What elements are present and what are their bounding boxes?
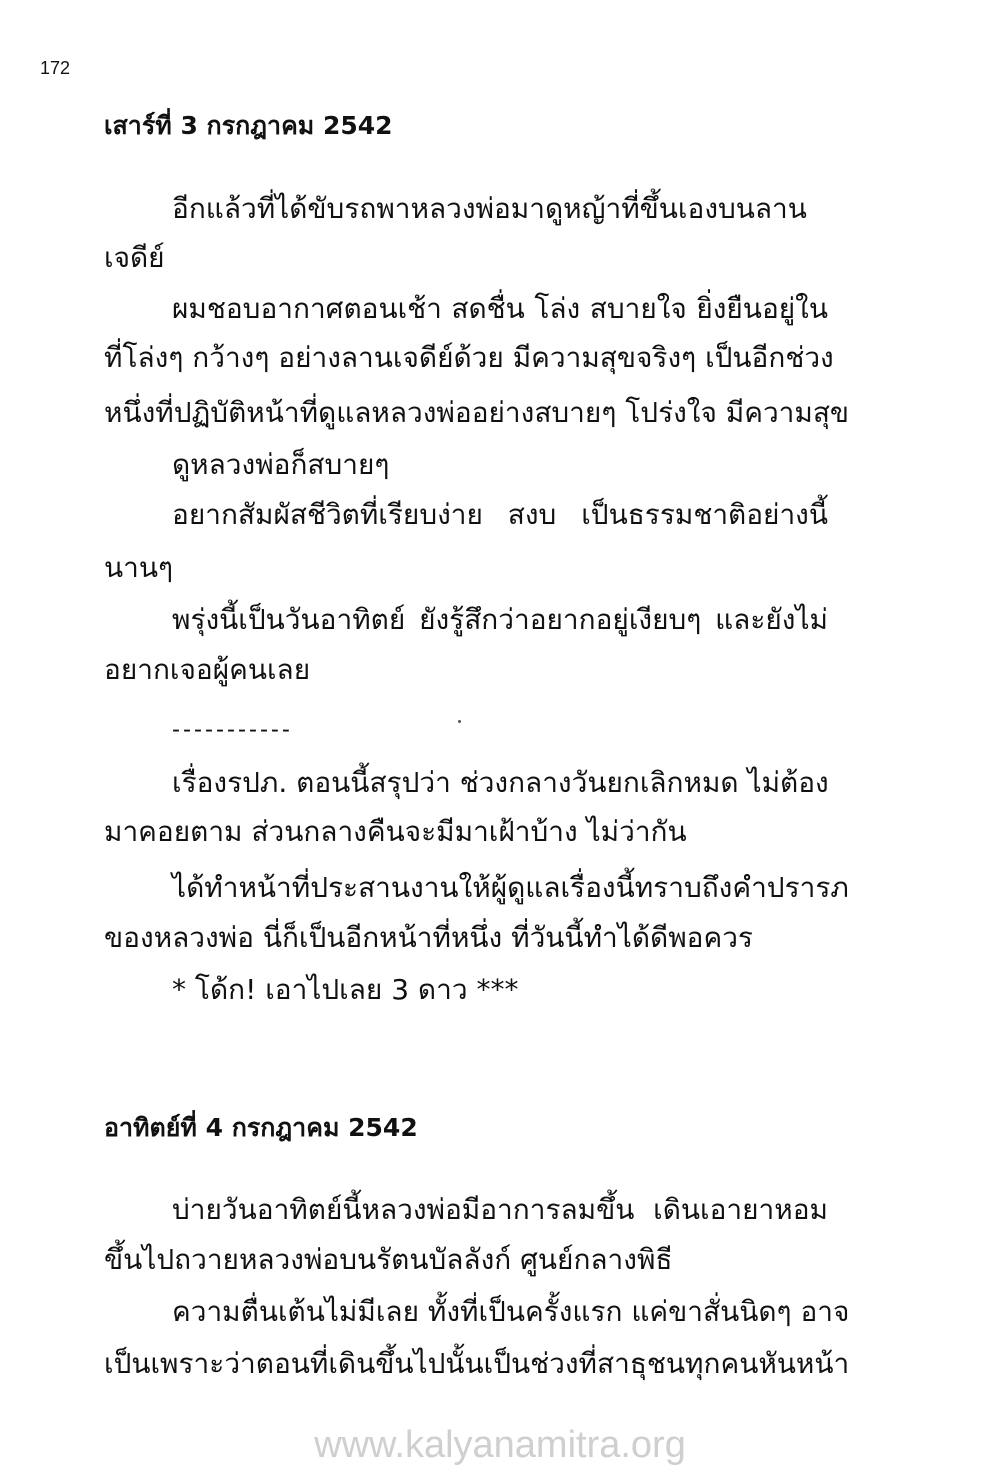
section-heading-sunday: อาทิตย์ที่ 4 กรกฎาคม 2542 bbox=[104, 1113, 418, 1142]
paragraph-line: เรื่องรปภ. ตอนนี้สรุปว่า ช่วงกลางวันยกเลิกหมด ไม่ต้อง bbox=[172, 766, 829, 799]
paragraph-line: เป็นเพราะว่าตอนที่เดินขึ้นไปนั้นเป็นช่วงที่สาธุชนทุกคนหันหน้า bbox=[104, 1347, 850, 1380]
paragraph-line: ขึ้นไปถวายหลวงพ่อบนรัตนบัลลังก์ ศูนย์กลางพิธี bbox=[104, 1243, 673, 1276]
paragraph-line: ความตื่นเต้นไม่มีเลย ทั้งที่เป็นครั้งแรก แค่ขาสั่นนิดๆ อาจ bbox=[172, 1295, 850, 1328]
paragraph-line: พรุ่งนี้เป็นวันอาทิตย์ ยังรู้สึกว่าอยากอยู่เงียบๆ และยังไม่ bbox=[172, 603, 828, 636]
section-divider: ----------- bbox=[172, 716, 293, 743]
paragraph-line: อยากสัมผัสชีวิตที่เรียบง่าย สงบ เป็นธรรมชาติอย่างนี้ bbox=[172, 498, 828, 531]
paragraph-line: ของหลวงพ่อ นี่ก็เป็นอีกหน้าที่หนึ่ง ที่วันนี้ทำได้ดีพอควร bbox=[104, 921, 753, 954]
paragraph-line: ได้ทำหน้าที่ประสานงานให้ผู้ดูแลเรื่องนี้ทราบถึงคำปรารภ bbox=[172, 871, 849, 904]
stray-dot bbox=[458, 720, 461, 723]
star-rating-line: * โด้ก! เอาไปเลย 3 ดาว *** bbox=[172, 973, 519, 1006]
paragraph-line: นานๆ bbox=[104, 551, 174, 584]
paragraph-line: บ่ายวันอาทิตย์นี้หลวงพ่อมีอาการลมขึ้น เดินเอายาหอม bbox=[172, 1193, 828, 1226]
page-number: 172 bbox=[40, 58, 71, 78]
watermark: www.kalyanamitra.org bbox=[314, 1424, 686, 1466]
paragraph-line: เจดีย์ bbox=[104, 241, 165, 274]
paragraph-line: ที่โล่งๆ กว้างๆ อย่างลานเจดีย์ด้วย มีความสุขจริงๆ เป็นอีกช่วง bbox=[104, 341, 834, 374]
paragraph-line: ดูหลวงพ่อก็สบายๆ bbox=[172, 448, 390, 481]
paragraph-line: อีกแล้วที่ได้ขับรถพาหลวงพ่อมาดูหญ้าที่ขึ้นเองบนลาน bbox=[172, 192, 807, 225]
paragraph-line: ผมชอบอากาศตอนเช้า สดชื่น โล่ง สบายใจ ยิ่งยืนอยู่ใน bbox=[172, 292, 828, 325]
paragraph-line: อยากเจอผู้คนเลย bbox=[104, 653, 311, 686]
paragraph-line: หนึ่งที่ปฏิบัติหน้าที่ดูแลหลวงพ่ออย่างสบายๆ โปร่งใจ มีความสุข bbox=[104, 396, 850, 429]
paragraph-line: มาคอยตาม ส่วนกลางคืนจะมีมาเฝ้าบ้าง ไม่ว่ากัน bbox=[104, 815, 687, 848]
section-heading-saturday: เสาร์ที่ 3 กรกฎาคม 2542 bbox=[104, 111, 393, 140]
